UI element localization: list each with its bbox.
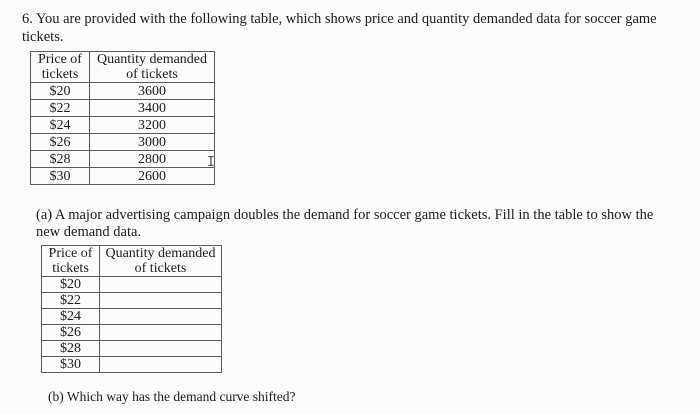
table-row [42,293,222,309]
part-a-text: (a) A major advertising campaign doubles the demand for soccer game tickets. Fill in the table to show the new demand data. [36,207,654,240]
price-header: Price of tickets [31,52,90,83]
table-row [42,309,222,325]
table-row [42,341,222,357]
demand-table [30,51,215,185]
quantity-header: Quantity demanded of tickets [90,52,215,83]
table-row [31,83,215,100]
table-row [42,357,222,373]
table-row [42,325,222,341]
price-header: Price of tickets [42,246,100,277]
price-cell: $20 [42,277,100,293]
price-cell: $30 [42,357,100,373]
text-cursor-icon: I [207,155,215,170]
price-cell: $22 [42,293,100,309]
table-header-row [31,52,215,83]
quantity-cell: 3600 [90,83,215,100]
table-header-row [42,246,222,277]
quantity-cell: 3200 [90,117,215,134]
price-cell: $24 [42,309,100,325]
price-cell: $22 [31,100,90,117]
table-row [31,168,215,185]
quantity-cell[interactable] [100,277,222,293]
part-b-text: (b) Which way has the demand curve shifted? [48,389,296,404]
price-cell: $30 [31,168,90,185]
price-cell: $28 [31,151,90,168]
price-cell: $24 [31,117,90,134]
quantity-cell[interactable] [100,325,222,341]
quantity-cell: 2600 [90,168,215,185]
quantity-cell[interactable] [100,293,222,309]
quantity-cell: 2800 [90,151,215,168]
question-text: 6. You are provided with the following table, which shows price and quantity demanded data for soccer game tickets. [22,11,657,45]
quantity-cell: 3000 [90,134,215,151]
table-row [31,100,215,117]
price-cell: $28 [42,341,100,357]
quantity-cell[interactable] [100,309,222,325]
price-cell: $26 [31,134,90,151]
price-cell: $20 [31,83,90,100]
table-row [31,151,215,168]
price-cell: $26 [42,325,100,341]
table-row [31,134,215,151]
quantity-cell[interactable] [100,357,222,373]
table-row [31,117,215,134]
table-row [42,277,222,293]
quantity-cell[interactable] [100,341,222,357]
quantity-cell: 3400 [90,100,215,117]
new-demand-table [41,245,222,373]
quantity-header: Quantity demanded of tickets [100,246,222,277]
